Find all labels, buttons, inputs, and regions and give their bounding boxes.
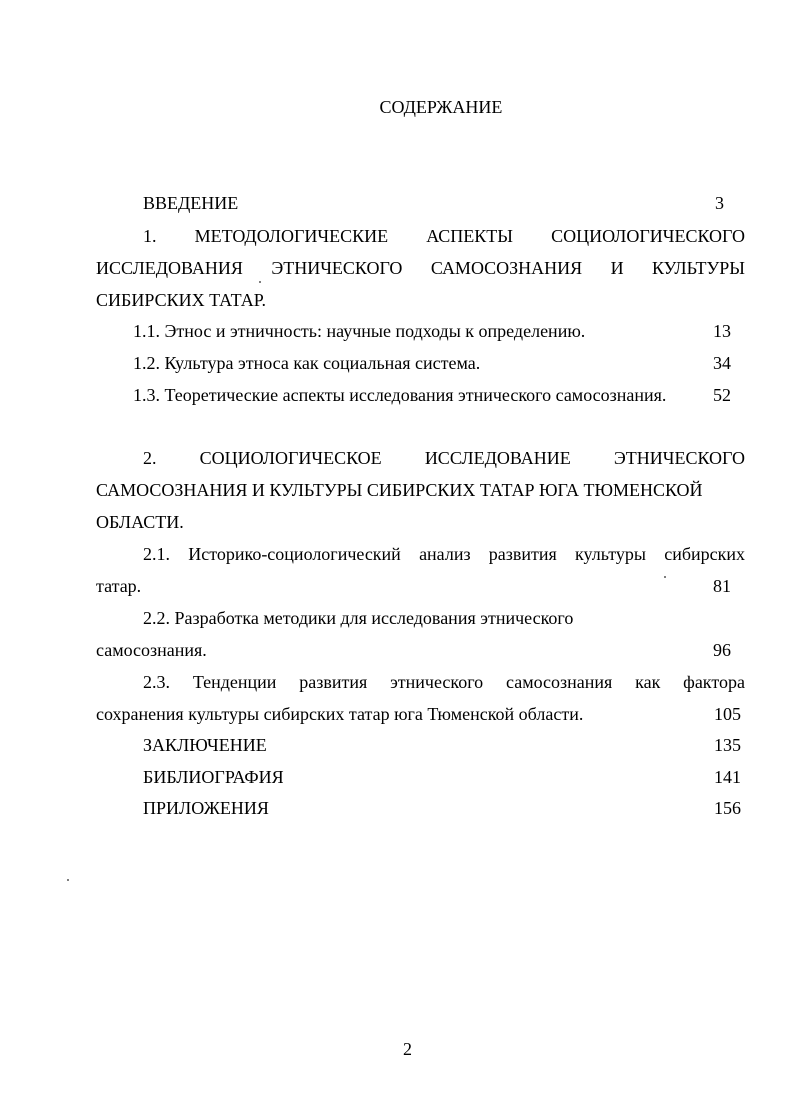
toc-appendices-page: 156 (714, 798, 741, 818)
toc-section-1-2-label: 1.2. Культура этноса как социальная система. (133, 353, 481, 373)
toc-section-1-3-page: 52 (713, 385, 731, 405)
toc-section-2-3-line2: сохранения культуры сибирских татар юга Тюменской области. (96, 704, 584, 724)
toc-word: Историко-социологический (188, 544, 401, 564)
toc-word: ЭТНИЧЕСКОГО (613, 448, 745, 468)
toc-word: АСПЕКТЫ (426, 226, 513, 246)
toc-bibliography-label: БИБЛИОГРАФИЯ (143, 767, 284, 787)
toc-word: СОЦИОЛОГИЧЕСКОЕ (199, 448, 382, 468)
page-title: СОДЕРЖАНИЕ (379, 97, 503, 117)
toc-word: МЕТОДОЛОГИЧЕСКИЕ (194, 226, 389, 246)
toc-word: этнического (390, 672, 484, 692)
toc-word: анализ (419, 544, 471, 564)
toc-word: развития (299, 672, 368, 692)
toc-appendices-label: ПРИЛОЖЕНИЯ (143, 798, 269, 818)
toc-word: как (635, 672, 661, 692)
toc-section-2-2-page: 96 (713, 640, 731, 660)
toc-word: 2.1. (143, 544, 170, 564)
page-number: 2 (403, 1039, 412, 1059)
toc-chapter2-number: 2. (143, 448, 157, 468)
toc-intro-page: 3 (715, 193, 724, 213)
toc-word: Тенденции (192, 672, 277, 692)
toc-word: СОЦИОЛОГИЧЕСКОГО (551, 226, 745, 246)
toc-word: ИССЛЕДОВАНИЯ (96, 258, 243, 278)
toc-bibliography-page: 141 (714, 767, 741, 787)
toc-section-1-2-page: 34 (713, 353, 731, 373)
toc-section-2-3-line1 (143, 673, 745, 691)
toc-chapter2-line3: ОБЛАСТИ. (96, 512, 184, 532)
toc-chapter2-line2: САМОСОЗНАНИЯ И КУЛЬТУРЫ СИБИРСКИХ ТАТАР ЮГА ТЮМЕНСКОЙ (96, 480, 703, 500)
toc-word: развития (488, 544, 557, 564)
toc-conclusion-label: ЗАКЛЮЧЕНИЕ (143, 735, 267, 755)
toc-word: 2.3. (143, 672, 170, 692)
toc-section-2-2-line1: 2.2. Разработка методики для исследования этнического (143, 608, 574, 628)
toc-word: САМОСОЗНАНИЯ (430, 258, 583, 278)
toc-section-1-3-label: 1.3. Теоретические аспекты исследования этнического самосознания. (133, 385, 667, 405)
toc-intro-label: ВВЕДЕНИЕ (143, 193, 239, 213)
toc-section-1-1-page: 13 (713, 321, 731, 341)
toc-word: ЭТНИЧЕСКОГО (271, 258, 403, 278)
scan-speck (259, 281, 261, 283)
toc-section-2-1-line1 (143, 545, 745, 563)
toc-word: И (610, 258, 624, 278)
toc-chapter1-number: 1. (143, 226, 157, 246)
toc-conclusion-page: 135 (714, 735, 741, 755)
toc-section-2-2-line2: самосознания. (96, 640, 207, 660)
scan-speck (67, 879, 69, 881)
toc-chapter1-line1 (143, 227, 745, 245)
toc-word: сибирских (664, 544, 745, 564)
toc-word: самосознания (506, 672, 613, 692)
toc-word: культуры (575, 544, 646, 564)
toc-chapter1-line2 (96, 259, 745, 277)
toc-word: ИССЛЕДОВАНИЕ (424, 448, 571, 468)
toc-chapter2-line1 (143, 449, 745, 467)
toc-chapter1-line3: СИБИРСКИХ ТАТАР. (96, 290, 266, 310)
toc-section-2-1-page: 81 (713, 576, 731, 596)
toc-section-2-1-line2: татар. (96, 576, 142, 596)
toc-section-2-3-page: 105 (714, 704, 741, 724)
toc-word: КУЛЬТУРЫ (652, 258, 745, 278)
toc-section-1-1-label: 1.1. Этнос и этничность: научные подходы к определению. (133, 321, 586, 341)
scan-speck (664, 576, 666, 578)
toc-word: фактора (683, 672, 745, 692)
